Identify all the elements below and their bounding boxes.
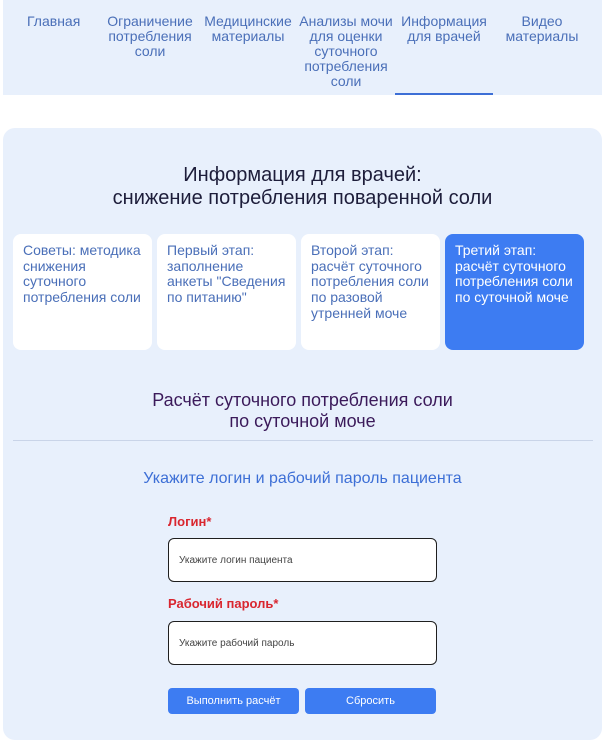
step-card-label: Первый этап: заполнение анкеты "Сведения по питанию" bbox=[167, 242, 286, 306]
nav-item-doctors-info[interactable] bbox=[395, 0, 493, 95]
section-title bbox=[3, 390, 602, 432]
login-label-text: Логин bbox=[168, 514, 207, 529]
section-title-line2: по суточной моче bbox=[229, 411, 376, 431]
password-label-text: Рабочий пароль bbox=[168, 596, 274, 611]
step-card-stage-2[interactable] bbox=[301, 234, 440, 350]
step-card-stage-3[interactable] bbox=[445, 234, 584, 350]
section-title-line1: Расчёт суточного потребления соли bbox=[152, 390, 453, 410]
nav-item-video[interactable] bbox=[493, 0, 591, 95]
login-input[interactable] bbox=[168, 538, 437, 582]
nav-item-label: Видео материалы bbox=[505, 13, 579, 44]
nav-item-label: Анализы мочи для оценки суточного потребления соли bbox=[299, 13, 393, 89]
nav-item-medical-materials[interactable] bbox=[199, 0, 297, 95]
page-title-line2: снижение потребления поваренной соли bbox=[112, 187, 493, 209]
page-title bbox=[3, 164, 602, 210]
password-input[interactable] bbox=[168, 621, 437, 665]
nav-item-label: Информация для врачей bbox=[401, 13, 487, 44]
nav-item-label: Ограничение потребления соли bbox=[107, 13, 193, 59]
divider bbox=[13, 440, 593, 441]
instruction-text: Укажите логин и рабочий пароль пациента bbox=[143, 470, 462, 487]
main-panel bbox=[3, 128, 602, 740]
nav-item-urine-analysis[interactable] bbox=[297, 0, 395, 95]
step-card-stage-1[interactable] bbox=[157, 234, 296, 350]
step-card-label: Третий этап: расчёт суточного потребления соли по суточной моче bbox=[455, 242, 573, 306]
step-card-tips[interactable] bbox=[13, 234, 152, 350]
required-mark: * bbox=[273, 596, 279, 611]
page-title-line1: Информация для врачей: bbox=[183, 164, 422, 186]
nav-item-label: Медицинские материалы bbox=[204, 13, 292, 44]
nav-item-home[interactable] bbox=[3, 0, 101, 95]
calculate-button[interactable]: Выполнить расчёт bbox=[168, 688, 299, 714]
nav-item-label: Главная bbox=[27, 13, 81, 29]
top-navigation bbox=[3, 0, 602, 95]
step-card-label: Советы: методика снижения суточного потребления соли bbox=[23, 242, 141, 306]
password-label bbox=[168, 596, 278, 611]
nav-item-salt-limit[interactable] bbox=[101, 0, 199, 95]
login-label bbox=[168, 514, 211, 529]
required-mark: * bbox=[206, 514, 212, 529]
reset-button[interactable]: Сбросить bbox=[305, 688, 436, 714]
step-card-label: Второй этап: расчёт суточного потребления соли по разовой утренней моче bbox=[311, 242, 429, 321]
